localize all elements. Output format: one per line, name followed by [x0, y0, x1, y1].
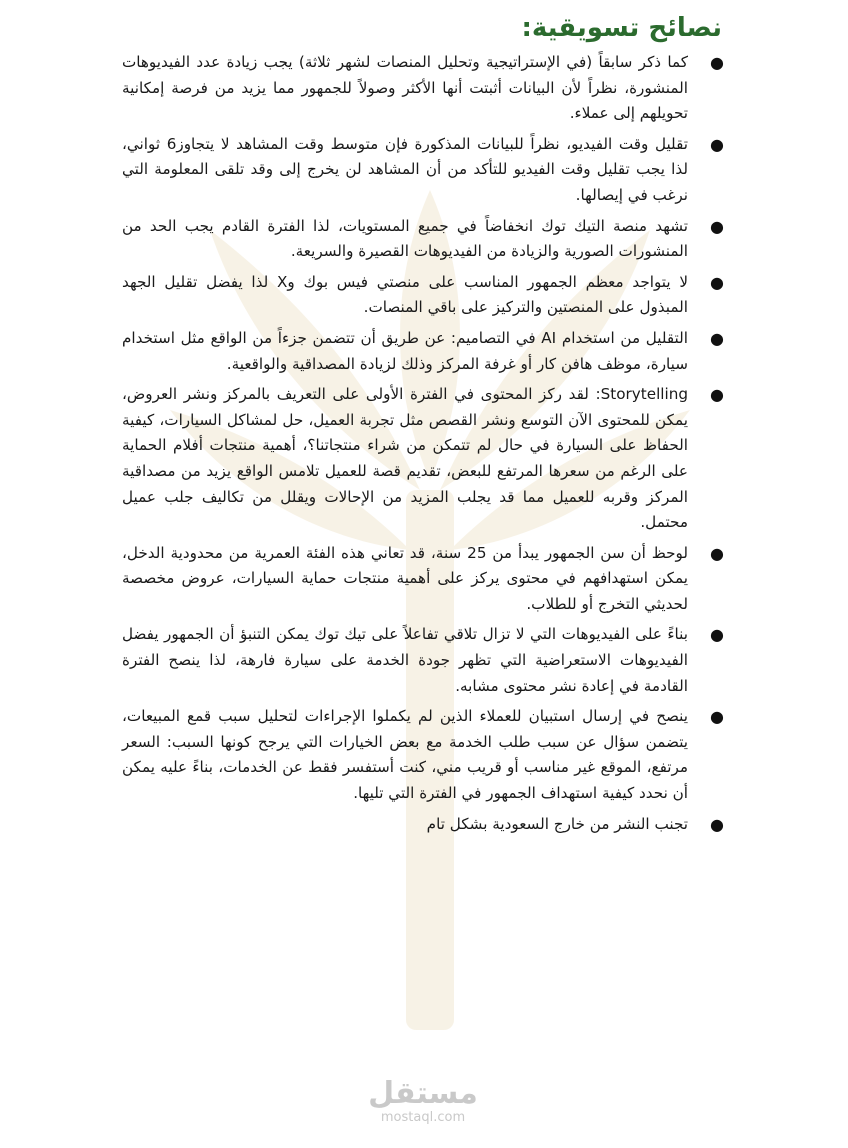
list-item	[122, 270, 724, 321]
list-item	[122, 622, 724, 699]
list-item	[122, 541, 724, 618]
tip-text: كما ذكر سابقاً (في الإستراتيجية وتحليل المنصات لشهر ثلاثة) يجب زيادة عدد الفيديوهات المنشورة، نظراً لأن البيانات أثبتت أنها الأكثر وصولاً للجمهور مما يزيد من فرصة إمكانية تحويلهم إلى عملاء.	[122, 53, 688, 123]
bullet-icon: ●	[710, 272, 724, 292]
list-item	[122, 812, 724, 838]
bullet-icon: ●	[710, 814, 724, 834]
bullet-icon: ●	[710, 543, 724, 563]
list-item	[122, 382, 724, 536]
bullet-icon: ●	[710, 328, 724, 348]
bullet-icon: ●	[710, 216, 724, 236]
tip-text: بناءً على الفيديوهات التي لا تزال تلاقي تفاعلاً على تيك توك يمكن التنبؤ أن الجمهور يفضل الفيديوهات الاستعراضية التي تظهر جودة الخدمة على سيارة فارهة، لذا ينصح الفترة القادمة في إعادة نشر محتوى مشابه.	[122, 625, 688, 695]
logo-wordmark-en: mostaql.com	[380, 1110, 466, 1125]
tip-text: لا يتواجد معظم الجمهور المناسب على منصتي فيس بوك وX لذا يفضل تقليل الجهد المبذول على المنصتين والتركيز على باقي المنصات.	[122, 272, 688, 317]
bullet-icon: ●	[710, 707, 724, 727]
tip-text: تقليل وقت الفيديو، نظراً للبيانات المذكورة فإن متوسط وقت المشاهد لا يتجاوز6 ثواني، لذا يجب تقليل وقت الفيديو للتأكد من أن المشاهد لن يخرج إلى وقد تلقى المعلومة التي نرغب في إيصالها.	[122, 134, 688, 204]
list-item	[122, 132, 724, 209]
tips-list	[122, 50, 724, 842]
logo-wordmark-ar: مستقل	[368, 1076, 478, 1111]
list-item	[122, 704, 724, 806]
tip-text: ينصح في إرسال استبيان للعملاء الذين لم يكملوا الإجراءات لتحليل سبب قمع المبيعات، يتضمن سؤال عن سبب طلب الخدمة مع بعض الخيارات التي يرجح كونها السبب: السعر مرتفع، الموقع غير مناسب أو قريب مني، كنت أستفسر فقط عن الخدمات، بناءً عليه يمكن أن نحدد كيفية استهداف الجمهور في الفترة التي تليها.	[122, 707, 688, 803]
bullet-icon: ●	[710, 134, 724, 154]
bullet-icon: ●	[710, 53, 724, 72]
tip-text: تجنب النشر من خارج السعودية بشكل تام	[426, 814, 688, 833]
tip-text: تشهد منصة التيك توك انخفاضاً في جميع المستويات، لذا الفترة القادم يجب الحد من المنشورات الصورية والزيادة من الفيديوهات القصيرة والسريعة.	[122, 216, 688, 261]
mostaql-logo	[368, 1078, 478, 1126]
list-item	[122, 326, 724, 377]
tip-text: التقليل من استخدام AI في التصاميم: عن طريق أن تتضمن جزءاً من الواقع مثل استخدام سيارة، موظف هافن كار أو غرفة المركز وذلك لزيادة المصداقية والواقعية.	[122, 328, 688, 373]
page-title: نصائح تسويقية:	[521, 13, 722, 43]
list-item	[122, 50, 724, 127]
tip-text: لوحظ أن سن الجمهور يبدأ من 25 سنة، قد تعاني هذه الفئة العمرية من محدودية الدخل، يمكن استهدافهم في محتوى يركز على أهمية منتجات حماية السيارات، عروض مخصصة لحديثي التخرج أو للطلاب.	[122, 543, 689, 613]
list-item	[122, 214, 724, 265]
bullet-icon: ●	[710, 625, 724, 645]
tip-text: Storytelling: لقد ركز المحتوى في الفترة الأولى على التعريف بالمركز ونشر العروض، يمكن للمحتوى الآن التوسع ونشر القصص مثل تجربة العميل، حل لمشاكل السيارات، كيفية الحفاظ على السيارة في حال لم تتمكن من شراء منتجاتنا؟، أهمية منتجات أفلام الحماية على الرغم من سعرها المرتفع للبعض، تقديم قصة للعميل تلامس الواقع يزيد من مصداقية المركز وقربه للعميل مما قد يجلب المزيد من الإحالات ويقلل من تكاليف جلب عميل محتمل.	[122, 385, 688, 532]
bullet-icon: ●	[710, 385, 724, 405]
